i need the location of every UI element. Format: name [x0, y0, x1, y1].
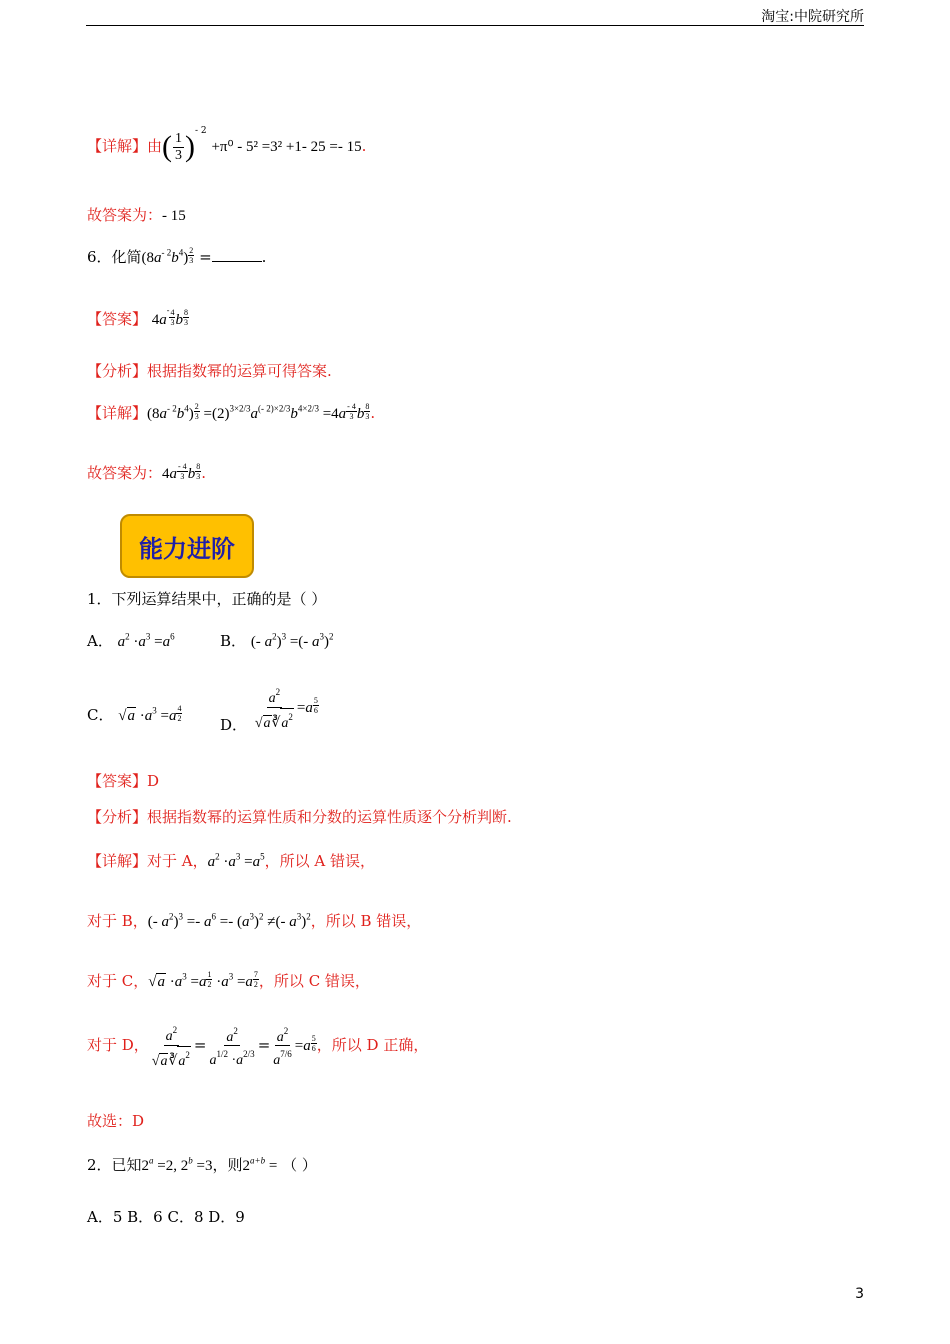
page-number: 3	[855, 1286, 864, 1302]
q6-answer-label: 【答案】	[87, 310, 148, 329]
q6-analysis: 【分析】根据指数幂的运算可得答案.	[87, 362, 332, 380]
question-6: 6．化简$(8a^{- 2}b^4)$ $\frac{2}{3}$ = .	[87, 246, 267, 266]
p1-option-b: B． (- $a^2)^3$ =(- $a^3)^2$	[220, 631, 334, 650]
p2-prefix: 2．已知	[87, 1156, 142, 1174]
p1-detail-b: 对于 B，(- $a^2)^3 =- a^6 =- (a^3)^2$ ≠(- $a^3)^2$，所以 B 错误，	[87, 911, 422, 930]
opt-a-label: A．	[87, 632, 113, 650]
p1-detail-c: 对于 C，$√a \cdot a^3 =a$ $\frac{1}{2}$ $\cdot a^3 =a$ $\frac{7}{2}$ ，所以 C 错误，	[87, 970, 370, 990]
p1-detail-d: 对于 D， $\frac{a^2}{√a∛a^2}$ = $\frac{a^2}{a^{1/2} \cdot a^{2/3}}$ = $\frac{a^2}{a^{7/6}}$ =a $\frac{5}{6}$ ，所以 D 正确，	[87, 1022, 428, 1070]
answer-line-1	[87, 204, 186, 225]
p2-question: 2．已知$2^a =2$, $2^b =3$，则$2^{a+b}$ = （ ）	[87, 1155, 317, 1174]
p2-options: A．5 B．6 C．8 D．9	[87, 1208, 245, 1226]
q6-detail: 【详解】$(8a^{- 2}b^4)$ $\frac{2}{3}$ $=(2)^{3\times 2/3}a^{(- 2)\times 2/3}b^{4\times 2/3} =4a$ $\frac{- 4}{3}$ b $\frac{8}{3}$ .	[87, 402, 376, 422]
detail-a-end: ，所以 A 错误，	[264, 852, 375, 870]
detail-c-label: 对于 C，	[87, 972, 149, 990]
detail-d-label: 对于 D，	[87, 1035, 149, 1054]
p1-analysis: 【分析】根据指数幂的运算性质和分数的运算性质逐个分析判断.	[87, 808, 512, 826]
q6-end: .	[261, 248, 267, 266]
answer-value: - 15	[162, 208, 186, 224]
p1-option-a: A． $a^2 \cdot a^3 =a^6$	[87, 631, 175, 650]
header-text: 淘宝:中院研究所	[761, 9, 864, 25]
p2-end: （ ）	[282, 1156, 317, 1174]
q6-final-label: 故答案为：	[87, 464, 163, 482]
detail-c-end: ，所以 C 错误，	[258, 972, 370, 990]
p1-final: 故选：D	[87, 1112, 145, 1130]
detail-line-1: 【详解】由( $\frac{1}{3}$ )$^{- 2}$ +π⁰ - 5² =3² +1- 25 =- 15.	[87, 126, 367, 163]
detail-d-end: ，所以 D 正确，	[316, 1035, 429, 1054]
detail-label: 【详解】由	[87, 137, 163, 155]
q6-detail-label: 【详解】	[87, 404, 148, 422]
p1-question: 1．下列运算结果中，正确的是（ ）	[87, 590, 327, 608]
answer-label: 故答案为：	[87, 206, 163, 224]
q6-blank	[212, 261, 262, 262]
q6-answer: 【答案】 4a - $\frac{4}{3}$ b $\frac{8}{3}$	[87, 306, 188, 329]
p1-option-c: C． $√a \cdot a^3 =a$ $\frac{4}{2}$	[87, 704, 182, 724]
page-header	[86, 0, 864, 26]
detail-a-label: 【详解】对于 A，	[87, 852, 208, 870]
p1-answer: 【答案】D	[87, 772, 160, 790]
p1-detail-a: 【详解】对于 A，$a^2 \cdot a^3 =a^5$，所以 A 错误，	[87, 851, 375, 870]
q6-final: 故答案为：4a $\frac{- 4}{3}$ b $\frac{8}{3}$ .	[87, 462, 206, 482]
opt-c-label: C．	[87, 706, 114, 724]
p2-mid: ，则	[212, 1156, 243, 1174]
q6-prefix: 6．化简	[87, 248, 142, 266]
section-badge: 能力进阶	[120, 514, 254, 578]
p1-option-d: D． $\frac{a^2}{√a∛a^2}$ =a $\frac{5}{6}$	[220, 684, 319, 735]
detail-b-label: 对于 B，	[87, 912, 148, 930]
opt-d-label: D．	[220, 715, 248, 734]
opt-b-label: B．	[220, 632, 247, 650]
q6-eq: =	[199, 248, 212, 266]
detail-expr: +π⁰ - 5² =3² +1- 25 =- 15	[211, 139, 362, 155]
detail-b-end: ，所以 B 错误，	[310, 912, 422, 930]
